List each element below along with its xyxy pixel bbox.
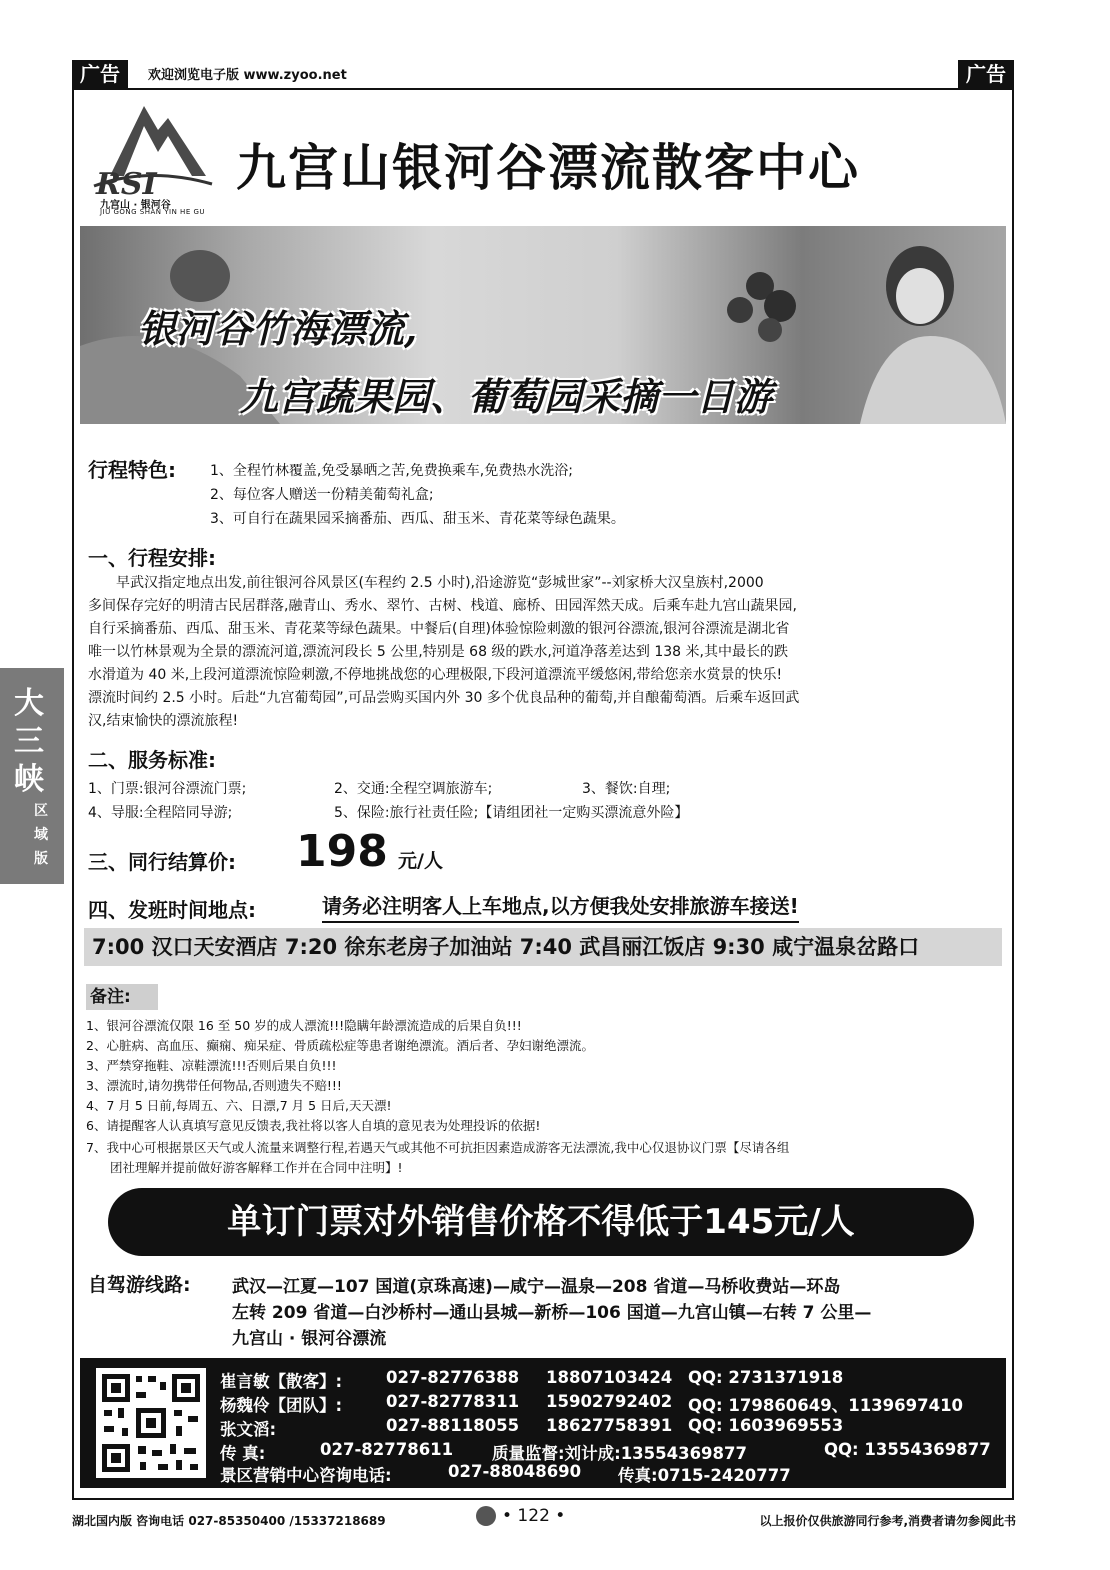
itinerary-text <box>88 572 1002 733</box>
itinerary-line: 多间保存完好的明清古民居群落,融青山、秀水、翠竹、古树、栈道、廊桥、田园浑然天成。后乘车赴九宫山蔬果园, <box>88 598 797 614</box>
contact-panel <box>80 1358 1006 1488</box>
contact-qq: QQ: 2731371918 <box>688 1368 844 1387</box>
self-drive-label: 自驾游线路: <box>88 1274 191 1296</box>
feature-item: 1、全程竹林覆盖,免受暴晒之苦,免费换乘车,免费热水洗浴; <box>210 463 573 479</box>
website-url[interactable]: 欢迎浏览电子版 www.zyoo.net <box>148 68 347 83</box>
logo-caption-cn: 九宫山 · 银河谷 <box>100 200 171 211</box>
contact-qq: QQ: 1603969553 <box>688 1416 844 1435</box>
banner-headline-2: 九宫蔬果园、葡萄园采摘一日游 <box>240 374 773 419</box>
feature-item: 2、每位客人赠送一份精美葡萄礼盒; <box>210 487 434 503</box>
contact-phone[interactable]: 027-88048690 <box>448 1462 582 1481</box>
features-label: 行程特色: <box>88 458 176 482</box>
contact-mobile[interactable]: 质量监督:刘计成:13554369877 <box>492 1444 747 1463</box>
side-tab-char: 版 <box>34 851 48 867</box>
contact-mobile[interactable]: 18807103424 <box>546 1368 673 1387</box>
note-item: 6、请提醒客人认真填写意见反馈表,我社将以客人自填的意见表为处理投诉的依据! <box>86 1118 541 1133</box>
feature-item: 3、可自行在蔬果园采摘番茄、西瓜、甜玉米、青花菜等绿色蔬果。 <box>210 511 625 527</box>
note-item: 7、我中心可根据景区天气或人流量来调整行程,若遇天气或其他不可抗拒因素造成游客无法漂流,我中心仅退协议门票【尽请各组 <box>86 1140 790 1155</box>
note-item: 1、银河谷漂流仅限 16 至 50 岁的成人漂流!!!隐瞒年龄漂流造成的后果自负!!! <box>86 1018 522 1033</box>
note-item: 2、心脏病、高血压、癫痫、痴呆症、骨质疏松症等患者谢绝漂流。酒后者、孕妇谢绝漂流。 <box>86 1038 594 1053</box>
notes-heading: 备注: <box>86 984 158 1010</box>
ticket-price-notice: 单订门票对外销售价格不得低于145元/人 <box>108 1188 974 1256</box>
departure-note: 请务必注明客人上车地点,以方便我处安排旅游车接送! <box>322 890 799 923</box>
itinerary-line: 自行采摘番茄、西瓜、甜玉米、青花菜等绿色蔬果。中餐后(自理)体验惊险刺激的银河谷漂流,银河谷漂流是湖北省 <box>88 621 790 637</box>
service-item: 5、保险:旅行社责任险;【请组团社一定购买漂流意外险】 <box>334 805 689 821</box>
departure-heading: 四、发班时间地点: <box>88 898 256 922</box>
banner-photo <box>80 226 1006 424</box>
logo-caption-en: JIU GONG SHAN YIN HE GU <box>100 208 206 216</box>
contact-name: 传 真: <box>220 1444 266 1463</box>
contact-mobile[interactable]: 15902792402 <box>546 1392 673 1411</box>
contact-phone[interactable]: 027-82778611 <box>320 1440 454 1459</box>
side-tab-char: 大 <box>14 686 44 721</box>
page-number <box>476 1506 565 1526</box>
service-item: 4、导服:全程陪同导游; <box>88 805 233 821</box>
price-value: 198 <box>296 826 388 877</box>
service-item: 1、门票:银河谷漂流门票; <box>88 781 247 797</box>
side-tab-char: 区 <box>34 803 48 819</box>
contact-phone[interactable]: 027-82776388 <box>386 1368 520 1387</box>
itinerary-line: 早武汉指定地点出发,前往银河谷风景区(车程约 2.5 小时),沿途游览“彭城世家”--刘家桥大汉皇族村,2000 <box>116 575 764 591</box>
itinerary-line: 水滑道为 40 米,上段河道漂流惊险刺激,不停地挑战您的心理极限,下段河道漂流平缓悠闲,带给您亲水赏景的快乐! <box>88 667 783 683</box>
itinerary-heading: 一、行程安排: <box>88 546 216 570</box>
contact-phone[interactable]: 027-88118055 <box>386 1416 520 1435</box>
price-heading: 三、同行结算价: <box>88 850 236 874</box>
service-item: 2、交通:全程空调旅游车; <box>334 781 493 797</box>
footer-left: 湖北国内版 咨询电话 027-85350400 /15337218689 <box>72 1514 386 1528</box>
note-item: 3、漂流时,请勿携带任何物品,否则遗失不赔!!! <box>86 1078 342 1093</box>
contact-name: 景区营销中心咨询电话: <box>220 1466 392 1485</box>
note-item: 团社理解并提前做好游客解释工作并在合同中注明】! <box>110 1160 403 1175</box>
route-line: 九宫山 · 银河谷漂流 <box>232 1329 387 1349</box>
svg-text:RSI: RSI <box>96 167 157 202</box>
itinerary-line: 汉,结束愉快的漂流旅程! <box>88 713 239 729</box>
route-line: 左转 209 省道—白沙桥村—通山县城—新桥—106 国道—九宫山镇—右转 7 公里— <box>232 1303 872 1323</box>
contact-name: 崔言敏【散客】: <box>220 1372 343 1391</box>
ad-tag-right: 广告 <box>958 60 1014 88</box>
page-badge-icon <box>476 1506 496 1526</box>
ad-tag-left: 广告 <box>72 60 128 88</box>
banner-headline-1: 银河谷竹海漂流, <box>138 306 418 351</box>
contact-phone[interactable]: 027-82778311 <box>386 1392 520 1411</box>
contact-qq: QQ: 13554369877 <box>824 1440 991 1459</box>
side-tab-char: 域 <box>34 827 48 843</box>
footer-right: 以上报价仅供旅游同行参考,消费者请勿参阅此书 <box>759 1514 1016 1528</box>
note-item: 4、7 月 5 日前,每周五、六、日漂,7 月 5 日后,天天漂! <box>86 1098 392 1113</box>
itinerary-line: 唯一以竹林景观为全景的漂流河道,漂流河段长 5 公里,特别是 68 级的跌水,河道净落差达到 138 米,其中最长的跌 <box>88 644 788 660</box>
price-unit: 元/人 <box>398 850 443 872</box>
contact-name: 张文滔: <box>220 1420 277 1439</box>
service-heading: 二、服务标准: <box>88 748 216 772</box>
side-tab-char: 峡 <box>14 762 44 797</box>
side-tab <box>0 668 64 884</box>
itinerary-line: 漂流时间约 2.5 小时。后赴“九宫葡萄园”,可品尝购买国内外 30 多个优良品种的葡萄,并自酿葡萄酒。后乘车返回武 <box>88 690 800 706</box>
note-item: 3、严禁穿拖鞋、凉鞋漂流!!!否则后果自负!!! <box>86 1058 337 1073</box>
page-title: 九宫山银河谷漂流散客中心 <box>236 139 860 197</box>
contact-name: 杨魏伶【团队】: <box>220 1396 343 1415</box>
qr-code-icon[interactable] <box>96 1368 206 1478</box>
service-item: 3、餐饮:自理; <box>582 781 671 797</box>
contact-qq: QQ: 179860649、1139697410 <box>688 1396 964 1415</box>
contact-mobile[interactable]: 18627758391 <box>546 1416 673 1435</box>
side-tab-char: 三 <box>14 724 44 759</box>
page-number-text: • 122 • <box>502 1506 566 1526</box>
contact-mobile[interactable]: 传真:0715-2420777 <box>618 1466 791 1485</box>
route-line: 武汉—江夏—107 国道(京珠高速)—咸宁—温泉—208 省道—马桥收费站—环岛 <box>232 1277 841 1297</box>
departure-schedule: 7:00 汉口天安酒店 7:20 徐东老房子加油站 7:40 武昌丽江饭店 9:30 咸宁温泉岔路口 <box>84 928 1002 966</box>
